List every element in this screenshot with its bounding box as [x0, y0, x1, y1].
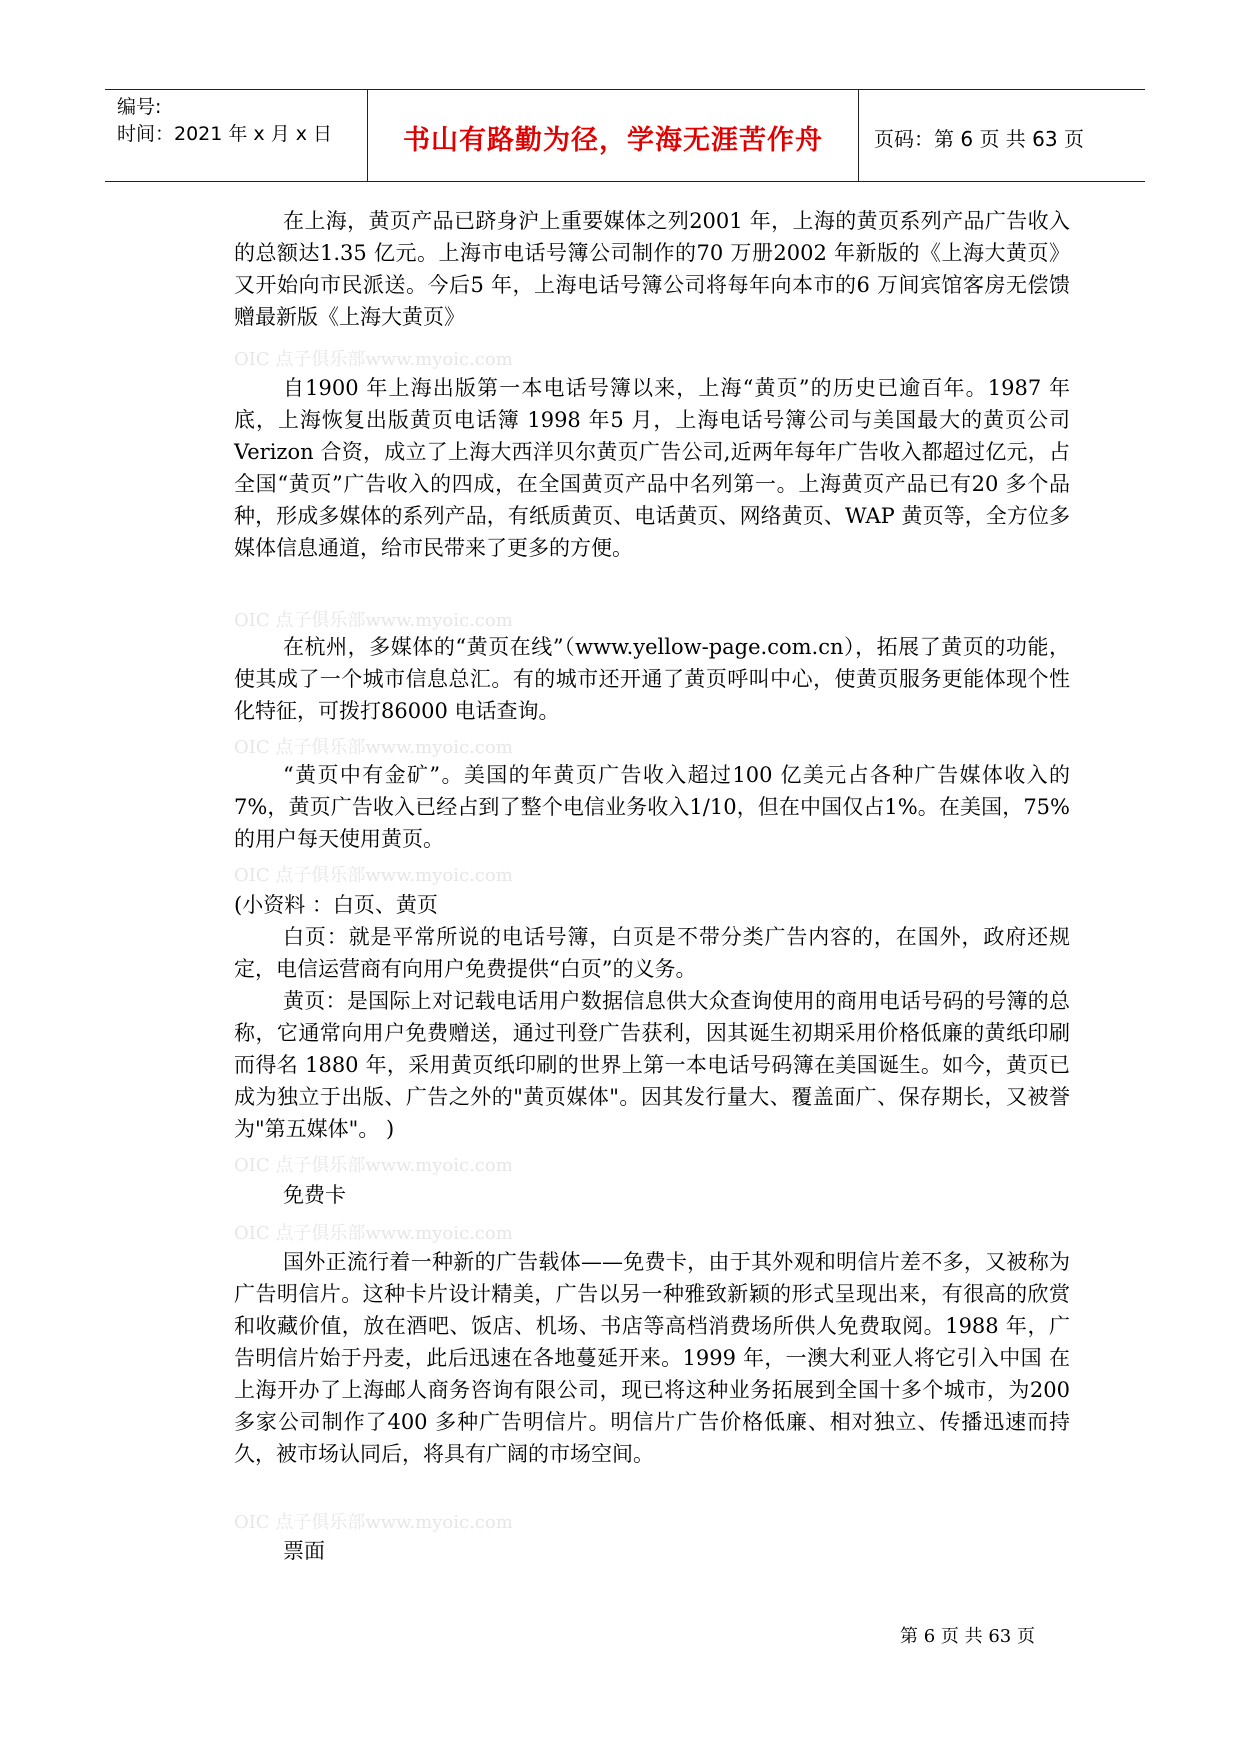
paragraph-hangzhou: 在杭州，多媒体的“黄页在线”（www.yellow-page.com.cn），拓展了黄页的功能，使其成了一个城市信息总汇。有的城市还开通了黄页呼叫中心，使黄页服务更能体现个性化特征，可拨打86000 电话查询。	[234, 635, 1070, 723]
header-meta	[117, 94, 332, 148]
paragraph-white-pages: 白页：就是平常所说的电话号簿，白页是不带分类广告内容的，在国外，政府还规定，电信运营商有向用户免费提供“白页”的义务。	[234, 925, 1070, 981]
watermark: OIC 点子俱乐部www.myoic.com	[234, 610, 513, 631]
paragraph-shanghai-yellow-pages: 在上海，黄页产品已跻身沪上重要媒体之列2001 年，上海的黄页系列产品广告收入的总额达1.35 亿元。上海市电话号簿公司制作的70 万册2002 年新版的《上海大黄页》又开始向市民派送。今后5 年，上海电话号簿公司将每年向本市的6 万间宾馆客房无偿馈赠最新版《上海大黄页》	[234, 209, 1070, 329]
watermark: OIC 点子俱乐部www.myoic.com	[234, 865, 513, 886]
paragraph-gold-mine: “黄页中有金矿”。美国的年黄页广告收入超过100 亿美元占各种广告媒体收入的7%，黄页广告收入已经占到了整个电信业务收入1/10，但在中国仅占1%。在美国，75%的用户每天使用黄页。	[234, 763, 1070, 851]
watermark: OIC 点子俱乐部www.myoic.com	[234, 1512, 513, 1533]
header-bottom-rule	[105, 181, 1145, 182]
sidebar-note-title: (小资料 ：白页、黄页	[234, 893, 438, 917]
header-top-rule	[105, 89, 1145, 90]
header-page-info: 页码：第 6 页 共 63 页	[874, 127, 1084, 151]
header-divider-right	[858, 89, 859, 181]
watermark: OIC 点子俱乐部www.myoic.com	[234, 1223, 513, 1244]
paragraph-yellow-pages-definition: 黄页：是国际上对记载电话用户数据信息供大众查询使用的商用电话号码的号簿的总称，它通常向用户免费赠送，通过刊登广告获利，因其诞生初期采用价格低廉的黄纸印刷而得名 1880 年，采用黄页纸印刷的世界上第一本电话号码簿在美国诞生。如今，黄页已成为独立于出版、广告之外的"黄页媒体"。因其发行量大、覆盖面广、保存期长，又被誉为"第五媒体"。 )	[234, 989, 1070, 1141]
header-motto: 书山有路勤为径，学海无涯苦作舟	[403, 125, 823, 156]
header-divider-left	[367, 89, 368, 181]
watermark: OIC 点子俱乐部www.myoic.com	[234, 349, 513, 370]
watermark: OIC 点子俱乐部www.myoic.com	[234, 1155, 513, 1176]
header-time: 时间：2021 年 x 月 x 日	[117, 123, 333, 145]
page-footer: 第 6 页 共 63 页	[900, 1626, 1035, 1647]
paragraph-free-card: 国外正流行着一种新的广告载体——免费卡，由于其外观和明信片差不多，又被称为广告明信片。这种卡片设计精美，广告以另一种雅致新颖的形式呈现出来，有很高的欣赏和收藏价值，放在酒吧、饭店、机场、书店等高档消费场所供人免费取阅。1988 年，广告明信片始于丹麦，此后迅速在各地蔓延开来。1999 年，一澳大利亚人将它引入中国 在上海开办了上海邮人商务咨询有限公司，现已将这种业务拓展到全国十多个城市，为200 多家公司制作了400 多种广告明信片。明信片广告价格低廉、相对独立、传播迅速而持久，被市场认同后，将具有广阔的市场空间。	[234, 1250, 1070, 1466]
section-heading-free-card: 免费卡	[283, 1183, 346, 1207]
header-number-label: 编号:	[117, 96, 162, 118]
paragraph-history: 自1900 年上海出版第一本电话号簿以来，上海“黄页”的历史已逾百年。1987 年底，上海恢复出版黄页电话簿 1998 年5 月，上海电话号簿公司与美国最大的黄页公司Verizon 合资，成立了上海大西洋贝尔黄页广告公司,近两年每年广告收入都超过亿元，占全国“黄页”广告收入的四成，在全国黄页产品中名列第一。上海黄页产品已有20 多个品种，形成多媒体的系列产品，有纸质黄页、电话黄页、网络黄页、WAP 黄页等，全方位多媒体信息通道，给市民带来了更多的方便。	[234, 376, 1070, 560]
section-heading-ticket: 票面	[283, 1539, 325, 1563]
watermark: OIC 点子俱乐部www.myoic.com	[234, 737, 513, 758]
